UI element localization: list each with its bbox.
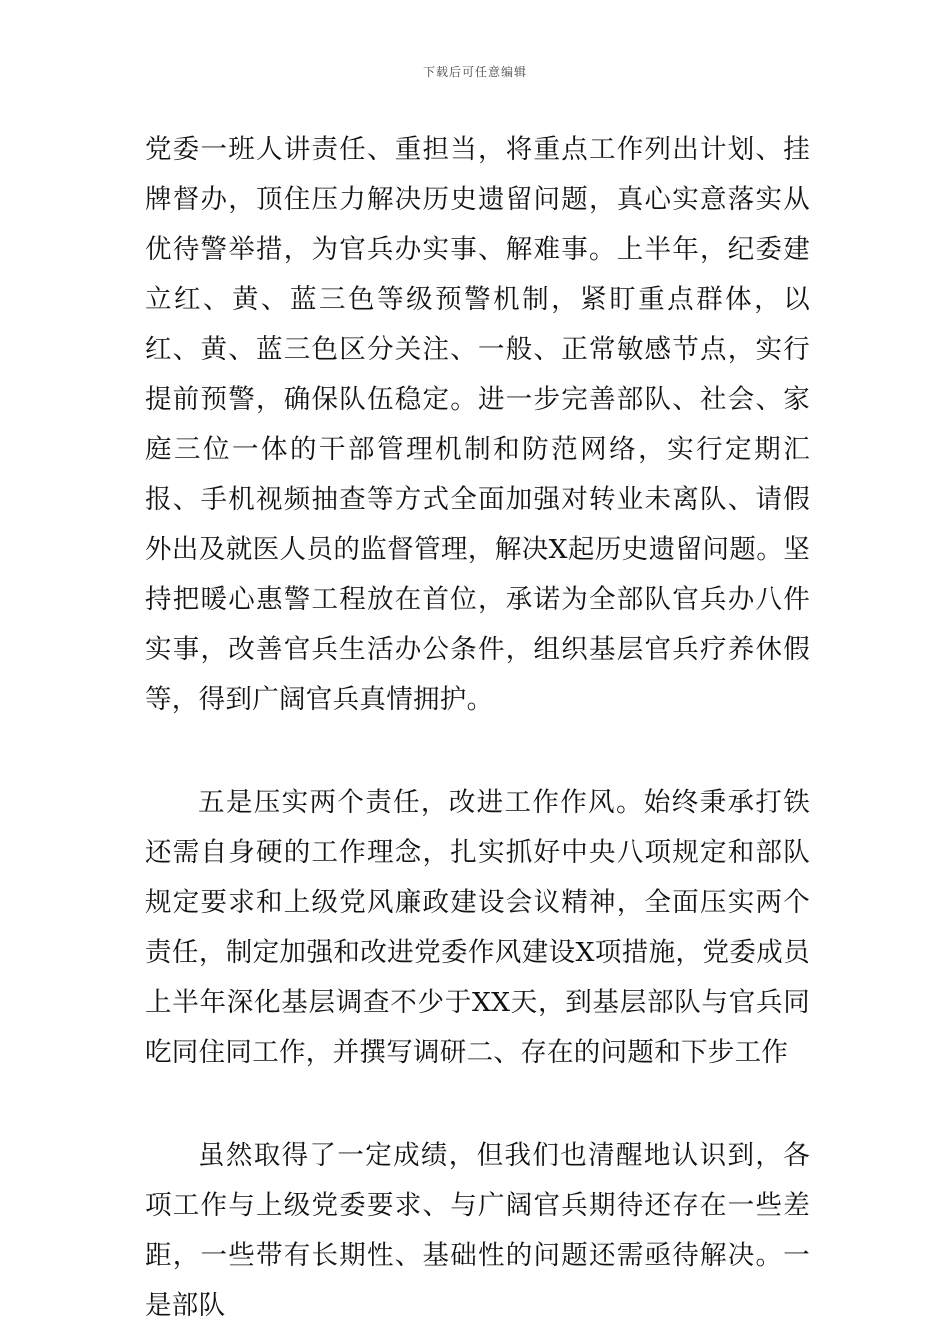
paragraph-problems: 虽然取得了一定成绩，但我们也清醒地认识到，各项工作与上级党委要求、与广阔官兵期待还存在一些差距，一些带有长期性、基础性的问题还需亟待解决。一是部队: [145, 1140, 810, 1321]
page-header-note: 下载后可任意编辑: [422, 65, 527, 79]
paragraph-gap: [145, 725, 810, 778]
paragraph-gap: [145, 1078, 810, 1131]
paragraph-item-five: 五是压实两个责任，改进工作作风。始终秉承打铁还需自身硬的工作理念，扎实抓好中央八项规定和部队规定要求和上级党风廉政建设会议精神，全面压实两个责任，制定加强和改进党委作风建设X项措施，党委成员上半年深化基层调查不少于XX天，到基层部队与官兵同吃同住同工作，并撰写调研二、存在的问题和下步工作: [145, 787, 810, 1068]
document-body: [145, 125, 810, 1331]
paragraph-continued: 党委一班人讲责任、重担当，将重点工作列出计划、挂牌督办，顶住压力解决历史遗留问题，真心实意落实从优待警举措，为官兵办实事、解难事。上半年，纪委建立红、黄、蓝三色等级预警机制，紧盯重点群体，以红、黄、蓝三色区分关注、一般、正常敏感节点，实行提前预警，确保队伍稳定。进一步完善部队、社会、家庭三位一体的干部管理机制和防范网络，实行定期汇报、手机视频抽查等方式全面加强对转业未离队、请假外出及就医人员的监督管理，解决X起历史遗留问题。坚持把暖心惠警工程放在首位，承诺为全部队官兵办八件实事，改善官兵生活办公条件，组织基层官兵疗养休假等，得到广阔官兵真情拥护。: [145, 134, 810, 715]
